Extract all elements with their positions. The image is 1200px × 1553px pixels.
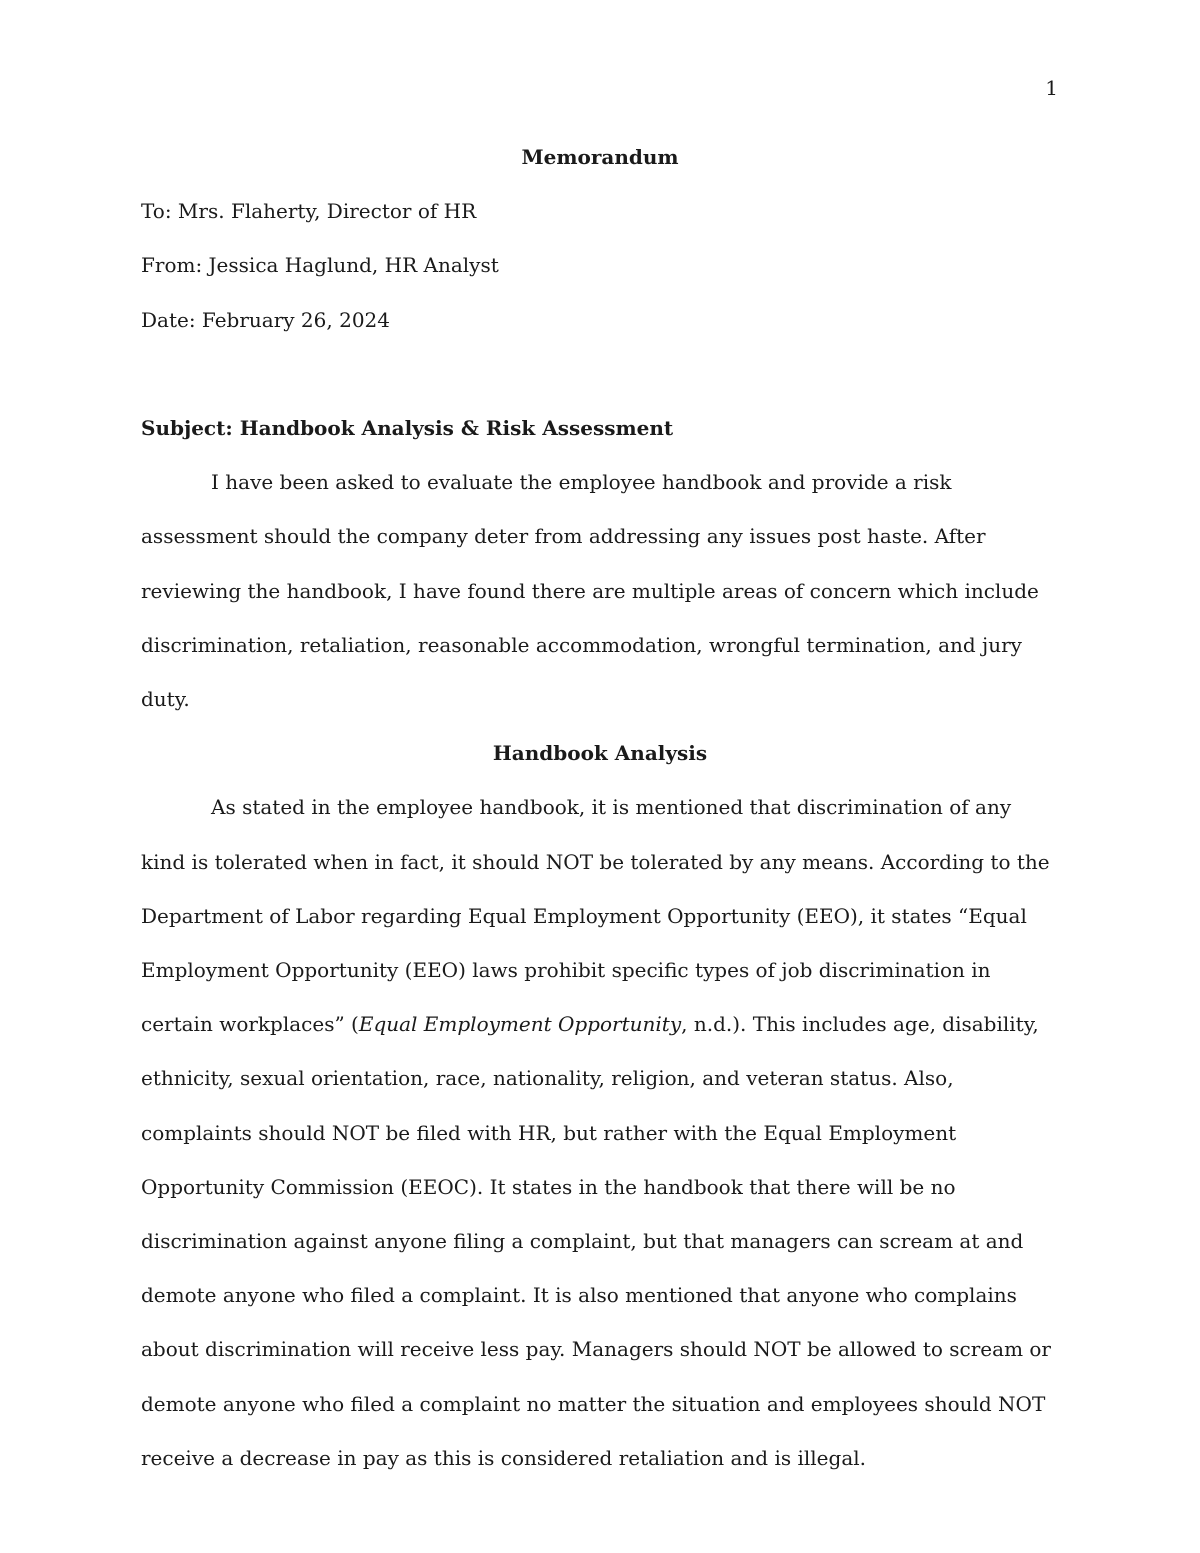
analysis-text-part-1: As stated in the employee handbook, it is mentioned that discrimination of any kind is tolerated when in fact, it should NOT be tolerated by any means. According to the Department of Labor regarding Equal Employment Opportunity (EEO), it states “Equal Employment Opportunity (EEO) laws prohibit specific types of job discrimination in certain workplaces” ( <box>141 795 1050 1037</box>
memo-body <box>141 130 1059 1485</box>
blank-line <box>141 347 1059 401</box>
memo-subject-line: Subject: Handbook Analysis & Risk Assessment <box>141 416 674 440</box>
section-heading: Handbook Analysis <box>492 741 708 766</box>
citation-title: Equal Employment Opportunity <box>358 1012 682 1037</box>
memo-title: Memorandum <box>521 145 679 169</box>
memo-to-line: To: Mrs. Flaherty, Director of HR <box>141 199 477 224</box>
analysis-paragraph <box>141 780 1059 1485</box>
analysis-text-part-2: , n.d.). This includes age, disability, ethnicity, sexual orientation, race, nationality, religion, and veteran status. Also, complaints should NOT be filed with HR, but rather with the Equal Employment Opportunity Commission (EEOC). It states in the handbook that there will be no discrimination against anyone filing a complaint, but that managers can scream at and demote anyone who filed a complaint. It is also mentioned that anyone who complains about discrimination will receive less pay. Managers should NOT be allowed to scream or demote anyone who filed a complaint no matter the situation and employees should NOT receive a decrease in pay as this is considered retaliation and is illegal. <box>141 1012 1051 1470</box>
intro-paragraph: I have been asked to evaluate the employee handbook and provide a risk assessment should the company deter from addressing any issues post haste. After reviewing the handbook, I have found there are multiple areas of concern which include discrimination, retaliation, reasonable accommodation, wrongful termination, and jury duty. <box>141 470 1039 712</box>
memo-from-line: From: Jessica Haglund, HR Analyst <box>141 253 499 278</box>
page-number: 1 <box>1045 76 1058 100</box>
memo-date-line: Date: February 26, 2024 <box>141 307 390 332</box>
